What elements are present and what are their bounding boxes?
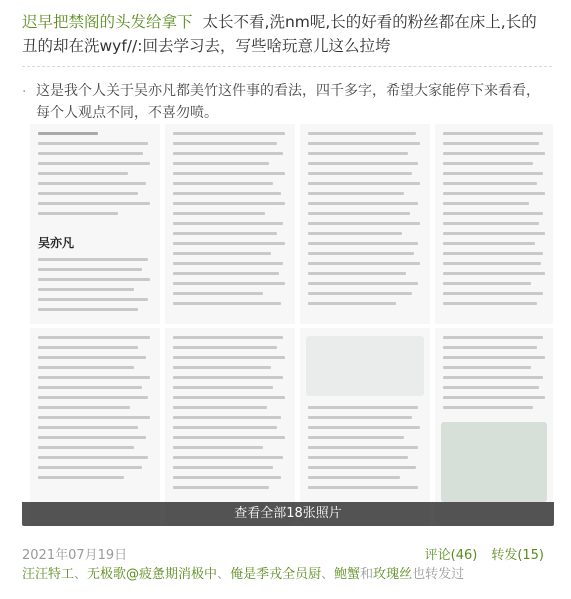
- post-date: 2021年07月19日: [22, 548, 128, 563]
- reposter-link[interactable]: 无极歌@疲惫期消极中: [87, 567, 218, 582]
- gallery-thumb[interactable]: [435, 328, 553, 526]
- author-link[interactable]: 迟早把禁阁的头发给拿下: [22, 13, 193, 31]
- also-reposted-by: 汪汪特工、无极歌@疲惫期消极中、俺是季戎全员厨、鲍蟹和玫瑰丝也转发过: [22, 567, 465, 582]
- summary-bullet: .: [22, 80, 27, 96]
- gallery-thumb[interactable]: [300, 124, 430, 324]
- view-all-photos-button[interactable]: 查看全部18张照片: [22, 502, 554, 526]
- reposter-link[interactable]: 汪汪特工: [22, 567, 75, 582]
- reposter-link[interactable]: 鲍蟹: [334, 567, 361, 582]
- post-content: 太长不看,洗nm呢,长的好看的粉丝都在床上,长的丑的却在洗wyf//:回去学习去，写些啥玩意儿这么拉垮: [22, 13, 537, 55]
- gallery-thumb[interactable]: [165, 328, 295, 526]
- post-stats: [411, 544, 544, 563]
- reposter-link[interactable]: 玫瑰丝: [373, 567, 413, 582]
- post-text: [22, 10, 552, 58]
- divider: [22, 66, 552, 67]
- reposted-suffix: 也转发过: [412, 567, 465, 582]
- thumb-heading: 吴亦凡: [38, 236, 75, 250]
- gallery-thumb[interactable]: [435, 124, 553, 324]
- gallery-thumb[interactable]: [30, 124, 160, 324]
- gallery-thumb[interactable]: [300, 328, 430, 526]
- gallery-thumb[interactable]: [165, 124, 295, 324]
- gallery-thumb[interactable]: [30, 328, 160, 526]
- reposts-link[interactable]: 转发(15): [491, 548, 544, 563]
- original-post-summary[interactable]: 这是我个人关于吴亦凡都美竹这件事的看法，四千多字，希望大家能停下来看看，每个人观点不同，不喜勿喷。: [36, 83, 540, 121]
- photo-gallery[interactable]: [22, 122, 554, 526]
- reposter-link[interactable]: 俺是季戎全员厨: [230, 567, 322, 582]
- comments-link[interactable]: 评论(46): [424, 548, 478, 563]
